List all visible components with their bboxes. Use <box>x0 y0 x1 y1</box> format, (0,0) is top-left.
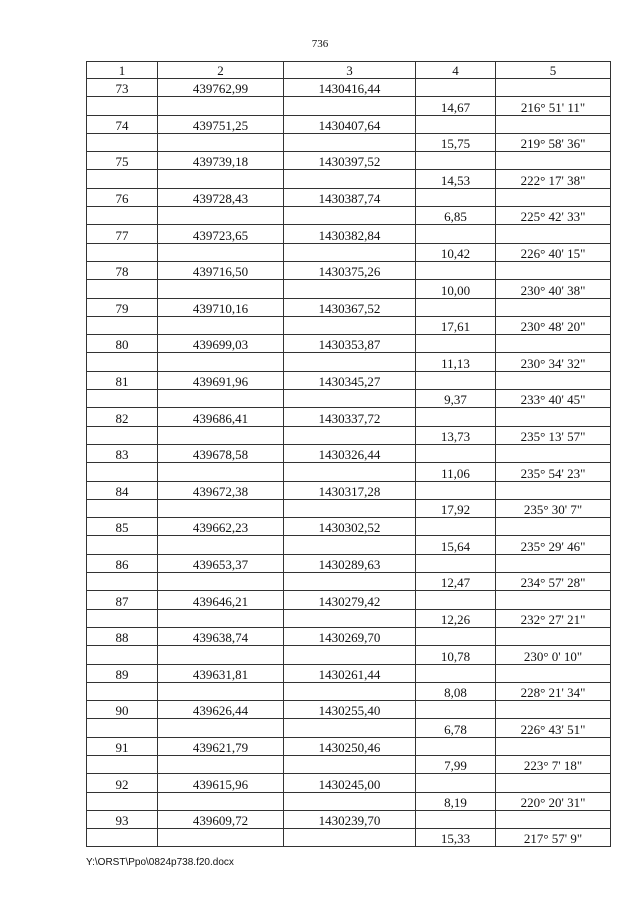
empty-cell <box>158 243 284 261</box>
table-header-row <box>87 62 611 79</box>
x-coordinate-cell: 439691,96 <box>158 371 284 389</box>
empty-cell <box>87 280 158 298</box>
y-coordinate-cell: 1430279,42 <box>284 591 416 609</box>
empty-cell <box>496 371 611 389</box>
empty-cell <box>416 554 496 572</box>
y-coordinate-cell: 1430407,64 <box>284 115 416 133</box>
empty-cell <box>416 444 496 462</box>
empty-cell <box>87 755 158 773</box>
table-row-point <box>87 225 611 243</box>
empty-cell <box>284 280 416 298</box>
y-coordinate-cell: 1430337,72 <box>284 408 416 426</box>
x-coordinate-cell: 439609,72 <box>158 810 284 828</box>
empty-cell <box>284 133 416 151</box>
direction-angle-cell: 235° 13' 57" <box>496 426 611 444</box>
y-coordinate-cell: 1430397,52 <box>284 152 416 170</box>
direction-angle-cell: 220° 20' 31" <box>496 792 611 810</box>
empty-cell <box>284 755 416 773</box>
distance-cell: 17,61 <box>416 316 496 334</box>
column-header: 4 <box>416 62 496 79</box>
empty-cell <box>158 133 284 151</box>
empty-cell <box>284 463 416 481</box>
point-number-cell: 90 <box>87 701 158 719</box>
distance-cell: 14,53 <box>416 170 496 188</box>
point-number-cell: 86 <box>87 554 158 572</box>
empty-cell <box>158 719 284 737</box>
empty-cell <box>158 646 284 664</box>
empty-cell <box>416 408 496 426</box>
table-row-point <box>87 627 611 645</box>
table-row-segment <box>87 97 611 115</box>
point-number-cell: 74 <box>87 115 158 133</box>
y-coordinate-cell: 1430250,46 <box>284 737 416 755</box>
table-row-segment <box>87 573 611 591</box>
point-number-cell: 76 <box>87 188 158 206</box>
empty-cell <box>158 682 284 700</box>
empty-cell <box>416 115 496 133</box>
table-row-point <box>87 554 611 572</box>
empty-cell <box>416 701 496 719</box>
point-number-cell: 78 <box>87 261 158 279</box>
empty-cell <box>496 225 611 243</box>
table-row-segment <box>87 609 611 627</box>
distance-cell: 8,19 <box>416 792 496 810</box>
table-row-segment <box>87 682 611 700</box>
empty-cell <box>496 481 611 499</box>
empty-cell <box>284 719 416 737</box>
table-row-segment <box>87 133 611 151</box>
empty-cell <box>416 152 496 170</box>
empty-cell <box>496 115 611 133</box>
table-row-point <box>87 810 611 828</box>
empty-cell <box>284 573 416 591</box>
empty-cell <box>158 280 284 298</box>
x-coordinate-cell: 439646,21 <box>158 591 284 609</box>
empty-cell <box>416 627 496 645</box>
empty-cell <box>284 97 416 115</box>
y-coordinate-cell: 1430326,44 <box>284 444 416 462</box>
point-number-cell: 92 <box>87 774 158 792</box>
x-coordinate-cell: 439638,74 <box>158 627 284 645</box>
distance-cell: 9,37 <box>416 390 496 408</box>
direction-angle-cell: 219° 58' 36" <box>496 133 611 151</box>
distance-cell: 17,92 <box>416 499 496 517</box>
empty-cell <box>496 152 611 170</box>
distance-cell: 11,13 <box>416 353 496 371</box>
point-number-cell: 73 <box>87 79 158 97</box>
point-number-cell: 88 <box>87 627 158 645</box>
empty-cell <box>87 133 158 151</box>
x-coordinate-cell: 439710,16 <box>158 298 284 316</box>
empty-cell <box>284 682 416 700</box>
empty-cell <box>87 170 158 188</box>
table-body <box>87 79 611 847</box>
distance-cell: 6,85 <box>416 207 496 225</box>
distance-cell: 10,42 <box>416 243 496 261</box>
empty-cell <box>87 353 158 371</box>
table-row-segment <box>87 829 611 847</box>
distance-cell: 15,75 <box>416 133 496 151</box>
empty-cell <box>416 335 496 353</box>
table-row-point <box>87 481 611 499</box>
empty-cell <box>158 207 284 225</box>
empty-cell <box>87 719 158 737</box>
empty-cell <box>87 463 158 481</box>
y-coordinate-cell: 1430239,70 <box>284 810 416 828</box>
empty-cell <box>284 353 416 371</box>
table-row-segment <box>87 719 611 737</box>
x-coordinate-cell: 439723,65 <box>158 225 284 243</box>
empty-cell <box>158 170 284 188</box>
point-number-cell: 89 <box>87 664 158 682</box>
empty-cell <box>87 426 158 444</box>
y-coordinate-cell: 1430345,27 <box>284 371 416 389</box>
distance-cell: 15,64 <box>416 536 496 554</box>
table-row-point <box>87 701 611 719</box>
table-row-segment <box>87 792 611 810</box>
x-coordinate-cell: 439678,58 <box>158 444 284 462</box>
direction-angle-cell: 235° 30' 7" <box>496 499 611 517</box>
empty-cell <box>158 390 284 408</box>
page-number: 736 <box>311 38 329 50</box>
distance-cell: 13,73 <box>416 426 496 444</box>
direction-angle-cell: 230° 40' 38" <box>496 280 611 298</box>
distance-cell: 12,26 <box>416 609 496 627</box>
table-row-point <box>87 335 611 353</box>
empty-cell <box>416 664 496 682</box>
direction-angle-cell: 222° 17' 38" <box>496 170 611 188</box>
empty-cell <box>496 188 611 206</box>
y-coordinate-cell: 1430289,63 <box>284 554 416 572</box>
table-row-point <box>87 737 611 755</box>
empty-cell <box>158 316 284 334</box>
empty-cell <box>158 792 284 810</box>
direction-angle-cell: 223° 7' 18" <box>496 755 611 773</box>
empty-cell <box>416 591 496 609</box>
point-number-cell: 87 <box>87 591 158 609</box>
empty-cell <box>284 390 416 408</box>
table-row-segment <box>87 499 611 517</box>
coordinates-table <box>86 61 611 847</box>
table-row-segment <box>87 170 611 188</box>
x-coordinate-cell: 439631,81 <box>158 664 284 682</box>
y-coordinate-cell: 1430382,84 <box>284 225 416 243</box>
empty-cell <box>284 646 416 664</box>
y-coordinate-cell: 1430255,40 <box>284 701 416 719</box>
x-coordinate-cell: 439716,50 <box>158 261 284 279</box>
empty-cell <box>496 627 611 645</box>
empty-cell <box>416 298 496 316</box>
distance-cell: 7,99 <box>416 755 496 773</box>
empty-cell <box>496 591 611 609</box>
table-row-point <box>87 79 611 97</box>
direction-angle-cell: 232° 27' 21" <box>496 609 611 627</box>
empty-cell <box>284 207 416 225</box>
direction-angle-cell: 217° 57' 9" <box>496 829 611 847</box>
empty-cell <box>158 426 284 444</box>
empty-cell <box>158 609 284 627</box>
empty-cell <box>416 810 496 828</box>
y-coordinate-cell: 1430245,00 <box>284 774 416 792</box>
table-row-segment <box>87 463 611 481</box>
empty-cell <box>496 79 611 97</box>
x-coordinate-cell: 439699,03 <box>158 335 284 353</box>
empty-cell <box>496 261 611 279</box>
column-header: 1 <box>87 62 158 79</box>
empty-cell <box>158 829 284 847</box>
x-coordinate-cell: 439615,96 <box>158 774 284 792</box>
empty-cell <box>284 316 416 334</box>
empty-cell <box>87 609 158 627</box>
empty-cell <box>416 225 496 243</box>
point-number-cell: 83 <box>87 444 158 462</box>
empty-cell <box>416 261 496 279</box>
empty-cell <box>87 390 158 408</box>
direction-angle-cell: 230° 0' 10" <box>496 646 611 664</box>
direction-angle-cell: 230° 34' 32" <box>496 353 611 371</box>
column-header: 2 <box>158 62 284 79</box>
empty-cell <box>416 774 496 792</box>
distance-cell: 10,78 <box>416 646 496 664</box>
table-row-segment <box>87 353 611 371</box>
table-row-segment <box>87 390 611 408</box>
point-number-cell: 93 <box>87 810 158 828</box>
empty-cell <box>158 573 284 591</box>
point-number-cell: 84 <box>87 481 158 499</box>
empty-cell <box>416 518 496 536</box>
empty-cell <box>87 499 158 517</box>
empty-cell <box>87 792 158 810</box>
x-coordinate-cell: 439621,79 <box>158 737 284 755</box>
empty-cell <box>496 737 611 755</box>
table-row-segment <box>87 755 611 773</box>
empty-cell <box>416 371 496 389</box>
table-row-point <box>87 371 611 389</box>
direction-angle-cell: 234° 57' 28" <box>496 573 611 591</box>
y-coordinate-cell: 1430375,26 <box>284 261 416 279</box>
table-row-point <box>87 298 611 316</box>
x-coordinate-cell: 439728,43 <box>158 188 284 206</box>
direction-angle-cell: 235° 29' 46" <box>496 536 611 554</box>
table-row-segment <box>87 207 611 225</box>
table-row-segment <box>87 426 611 444</box>
empty-cell <box>87 573 158 591</box>
point-number-cell: 91 <box>87 737 158 755</box>
empty-cell <box>496 554 611 572</box>
direction-angle-cell: 235° 54' 23" <box>496 463 611 481</box>
empty-cell <box>87 207 158 225</box>
point-number-cell: 82 <box>87 408 158 426</box>
table-row-point <box>87 518 611 536</box>
empty-cell <box>496 701 611 719</box>
empty-cell <box>158 755 284 773</box>
empty-cell <box>284 609 416 627</box>
y-coordinate-cell: 1430269,70 <box>284 627 416 645</box>
point-number-cell: 75 <box>87 152 158 170</box>
y-coordinate-cell: 1430387,74 <box>284 188 416 206</box>
empty-cell <box>284 536 416 554</box>
empty-cell <box>416 79 496 97</box>
direction-angle-cell: 228° 21' 34" <box>496 682 611 700</box>
x-coordinate-cell: 439662,23 <box>158 518 284 536</box>
y-coordinate-cell: 1430367,52 <box>284 298 416 316</box>
x-coordinate-cell: 439762,99 <box>158 79 284 97</box>
empty-cell <box>496 664 611 682</box>
empty-cell <box>87 646 158 664</box>
table-row-point <box>87 188 611 206</box>
empty-cell <box>416 481 496 499</box>
direction-angle-cell: 225° 42' 33" <box>496 207 611 225</box>
empty-cell <box>496 518 611 536</box>
table-row-segment <box>87 316 611 334</box>
distance-cell: 11,06 <box>416 463 496 481</box>
x-coordinate-cell: 439751,25 <box>158 115 284 133</box>
table-row-point <box>87 774 611 792</box>
y-coordinate-cell: 1430353,87 <box>284 335 416 353</box>
table-row-point <box>87 408 611 426</box>
empty-cell <box>496 408 611 426</box>
y-coordinate-cell: 1430302,52 <box>284 518 416 536</box>
empty-cell <box>496 444 611 462</box>
empty-cell <box>496 335 611 353</box>
direction-angle-cell: 216° 51' 11" <box>496 97 611 115</box>
distance-cell: 12,47 <box>416 573 496 591</box>
column-header: 3 <box>284 62 416 79</box>
point-number-cell: 79 <box>87 298 158 316</box>
table-row-point <box>87 152 611 170</box>
table-row-segment <box>87 280 611 298</box>
table-row-segment <box>87 646 611 664</box>
empty-cell <box>416 737 496 755</box>
distance-cell: 6,78 <box>416 719 496 737</box>
empty-cell <box>87 316 158 334</box>
direction-angle-cell: 226° 43' 51" <box>496 719 611 737</box>
empty-cell <box>158 463 284 481</box>
empty-cell <box>284 499 416 517</box>
empty-cell <box>158 499 284 517</box>
table-row-point <box>87 591 611 609</box>
empty-cell <box>284 243 416 261</box>
y-coordinate-cell: 1430317,28 <box>284 481 416 499</box>
table-row-point <box>87 115 611 133</box>
empty-cell <box>87 97 158 115</box>
point-number-cell: 81 <box>87 371 158 389</box>
empty-cell <box>87 536 158 554</box>
y-coordinate-cell: 1430261,44 <box>284 664 416 682</box>
empty-cell <box>496 810 611 828</box>
direction-angle-cell: 233° 40' 45" <box>496 390 611 408</box>
direction-angle-cell: 230° 48' 20" <box>496 316 611 334</box>
empty-cell <box>158 536 284 554</box>
empty-cell <box>158 353 284 371</box>
empty-cell <box>496 298 611 316</box>
empty-cell <box>284 829 416 847</box>
x-coordinate-cell: 439626,44 <box>158 701 284 719</box>
empty-cell <box>416 188 496 206</box>
empty-cell <box>87 829 158 847</box>
point-number-cell: 85 <box>87 518 158 536</box>
empty-cell <box>158 97 284 115</box>
point-number-cell: 77 <box>87 225 158 243</box>
distance-cell: 10,00 <box>416 280 496 298</box>
empty-cell <box>87 243 158 261</box>
table-row-segment <box>87 243 611 261</box>
table-row-segment <box>87 536 611 554</box>
point-number-cell: 80 <box>87 335 158 353</box>
empty-cell <box>496 774 611 792</box>
x-coordinate-cell: 439739,18 <box>158 152 284 170</box>
empty-cell <box>87 682 158 700</box>
x-coordinate-cell: 439672,38 <box>158 481 284 499</box>
table-row-point <box>87 444 611 462</box>
distance-cell: 15,33 <box>416 829 496 847</box>
table-row-point <box>87 261 611 279</box>
empty-cell <box>284 426 416 444</box>
x-coordinate-cell: 439653,37 <box>158 554 284 572</box>
empty-cell <box>284 792 416 810</box>
distance-cell: 8,08 <box>416 682 496 700</box>
distance-cell: 14,67 <box>416 97 496 115</box>
column-header: 5 <box>496 62 611 79</box>
empty-cell <box>284 170 416 188</box>
x-coordinate-cell: 439686,41 <box>158 408 284 426</box>
direction-angle-cell: 226° 40' 15" <box>496 243 611 261</box>
file-path-footer: Y:\ORST\Ppo\0824p738.f20.docx <box>86 857 234 868</box>
y-coordinate-cell: 1430416,44 <box>284 79 416 97</box>
table-row-point <box>87 664 611 682</box>
